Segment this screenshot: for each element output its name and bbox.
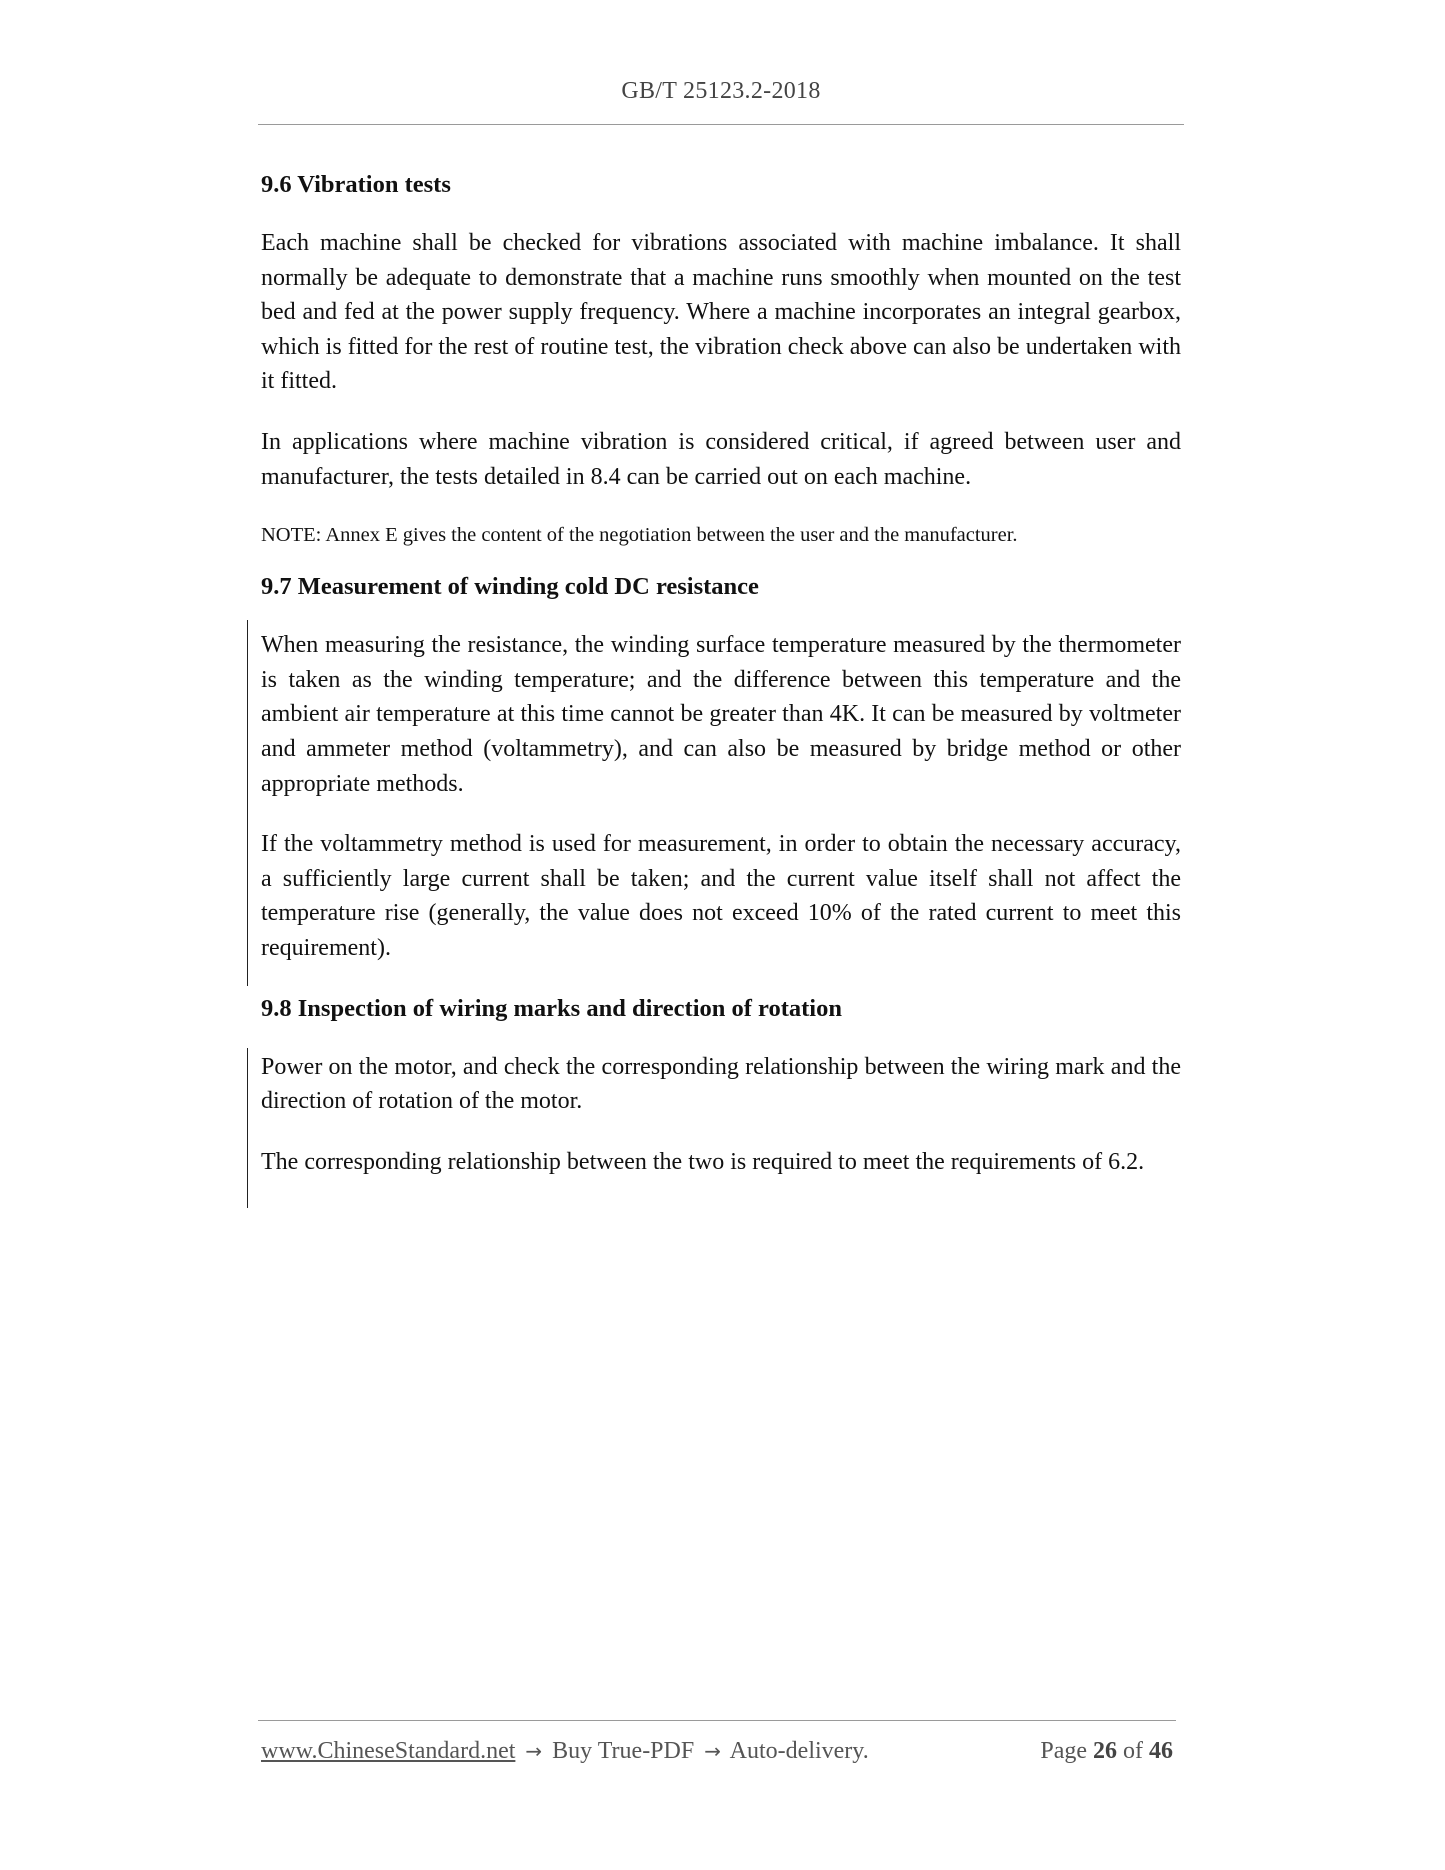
current-page: 26	[1093, 1738, 1117, 1764]
section-heading: 9.7 Measurement of winding cold DC resistance	[261, 573, 759, 601]
section-heading: 9.6 Vibration tests	[261, 171, 451, 198]
page-label: Page	[1040, 1738, 1087, 1764]
paragraph: Power on the motor, and check the corresponding relationship between the wiring mark and the direction of rotation of the motor.	[261, 1053, 1181, 1115]
buy-text: Buy True-PDF	[552, 1738, 695, 1764]
revision-bar-9-7	[247, 620, 248, 986]
header-divider	[258, 124, 1184, 125]
paragraph: If the voltammetry method is used for measurement, in order to obtain the necessary accuracy, a sufficiently large current shall be taken; and the current value itself shall not affect the temperature rise (generally, the value does not exceed 10% of the rated current to meet this requirement).	[261, 831, 1181, 961]
page-number	[1040, 1738, 1173, 1765]
site-link[interactable]: www.ChineseStandard.net	[261, 1738, 516, 1764]
note: NOTE: Annex E gives the content of the negotiation between the user and the manufacturer.	[261, 524, 1018, 547]
page-body	[261, 168, 1181, 1205]
page-footer	[261, 1738, 1173, 1765]
arrow-right-icon: →	[525, 1739, 543, 1763]
section-9-6	[261, 168, 1181, 550]
paragraph: The corresponding relationship between the two is required to meet the requirements of 6.2.	[261, 1148, 1145, 1175]
delivery-text: Auto-delivery.	[729, 1738, 869, 1764]
paragraph: When measuring the resistance, the winding surface temperature measured by the thermometer is taken as the winding temperature; and the difference between this temperature and the ambient air temperature at this time cannot be greater than 4K. It can be measured by voltmeter and ammeter method (voltammetry), and can also be measured by bridge method or other appropriate methods.	[261, 632, 1181, 797]
revision-bar-9-8	[247, 1048, 248, 1208]
paragraph: Each machine shall be checked for vibrations associated with machine imbalance. It shall normally be adequate to demonstrate that a machine runs smoothly when mounted on the test bed and fed at the power supply frequency. Where a machine incorporates an integral gearbox, which is fitted for the rest of routine test, the vibration check above can also be undertaken with it fitted.	[261, 230, 1181, 395]
arrow-right-icon: →	[704, 1739, 721, 1763]
of-label: of	[1123, 1738, 1143, 1764]
footer-divider	[258, 1720, 1176, 1721]
total-pages: 46	[1149, 1738, 1173, 1764]
footer-promo	[261, 1738, 869, 1765]
section-9-7	[261, 570, 1181, 965]
section-heading: 9.8 Inspection of wiring marks and direction of rotation	[261, 994, 842, 1022]
paragraph: In applications where machine vibration is considered critical, if agreed between user and manufacturer, the tests detailed in 8.4 can be carried out on each machine.	[261, 428, 1181, 490]
section-9-8	[261, 992, 1181, 1180]
page-header: GB/T 25123.2-2018	[621, 78, 821, 104]
